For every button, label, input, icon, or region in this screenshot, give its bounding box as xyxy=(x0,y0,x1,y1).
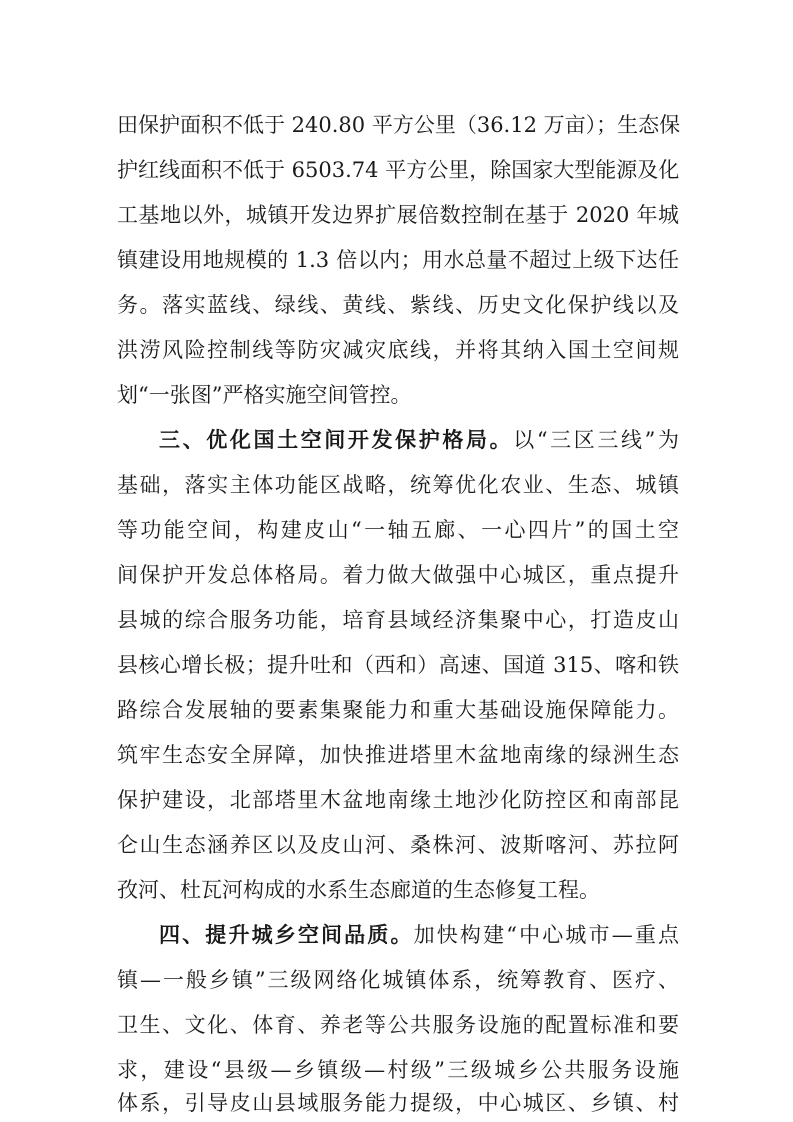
section-heading: 四、提升城乡空间品质。 xyxy=(159,922,414,947)
text-line: 镇—一般乡镇”三级网络化城镇体系，统筹教育、医疗、 xyxy=(117,968,679,992)
text-line: 田保护面积不低于 240.80 平方公里（36.12 万亩）；生态保 xyxy=(117,113,681,137)
text-line: 基础，落实主体功能区战略，统筹优化农业、生态、城镇 xyxy=(117,473,679,497)
section-heading: 三、优化国土空间开发保护格局。 xyxy=(159,427,514,452)
text-line: 卫生、文化、体育、养老等公共服务设施的配置标准和要 xyxy=(117,1013,679,1037)
text-line: 求，建设“县级—乡镇级—村级”三级城乡公共服务设施 xyxy=(117,1058,679,1082)
paragraph-first-line xyxy=(159,920,679,950)
text-line: 筑牢生态安全屏障，加快推进塔里木盆地南缘的绿洲生态 xyxy=(117,743,679,767)
text-line: 保护建设，北部塔里木盆地南缘土地沙化防控区和南部昆 xyxy=(117,788,679,812)
text-run: 加快构建“中心城市—重点 xyxy=(413,923,679,947)
text-line: 洪涝风险控制线等防灾减灾底线，并将其纳入国土空间规 xyxy=(117,338,679,362)
text-line: 划“一张图”严格实施空间管控。 xyxy=(117,383,412,407)
text-line: 仑山生态涵养区以及皮山河、桑株河、波斯喀河、苏拉阿 xyxy=(117,833,679,857)
text-line: 县城的综合服务功能，培育县域经济集聚中心，打造皮山 xyxy=(117,608,679,632)
text-line: 体系，引导皮山县域服务能力提级，中心城区、乡镇、村 xyxy=(117,1091,679,1115)
text-line: 镇建设用地规模的 1.3 倍以内；用水总量不超过上级下达任 xyxy=(117,248,679,272)
text-line: 务。落实蓝线、绿线、黄线、紫线、历史文化保护线以及 xyxy=(117,293,679,317)
text-run: 以“三区三线”为 xyxy=(513,428,679,452)
text-line: 等功能空间，构建皮山“一轴五廊、一心四片”的国土空 xyxy=(117,518,679,542)
text-line: 护红线面积不低于 6503.74 平方公里，除国家大型能源及化 xyxy=(117,158,680,182)
text-line: 间保护开发总体格局。着力做大做强中心城区，重点提升 xyxy=(117,563,679,587)
text-line: 路综合发展轴的要素集聚能力和重大基础设施保障能力。 xyxy=(117,698,679,722)
text-line: 孜河、杜瓦河构成的水系生态廊道的生态修复工程。 xyxy=(117,878,600,902)
text-line: 工基地以外，城镇开发边界扩展倍数控制在基于 2020 年城 xyxy=(117,203,679,227)
text-line: 县核心增长极；提升吐和（西和）高速、国道 315、喀和铁 xyxy=(117,653,679,677)
paragraph-first-line xyxy=(159,425,679,455)
